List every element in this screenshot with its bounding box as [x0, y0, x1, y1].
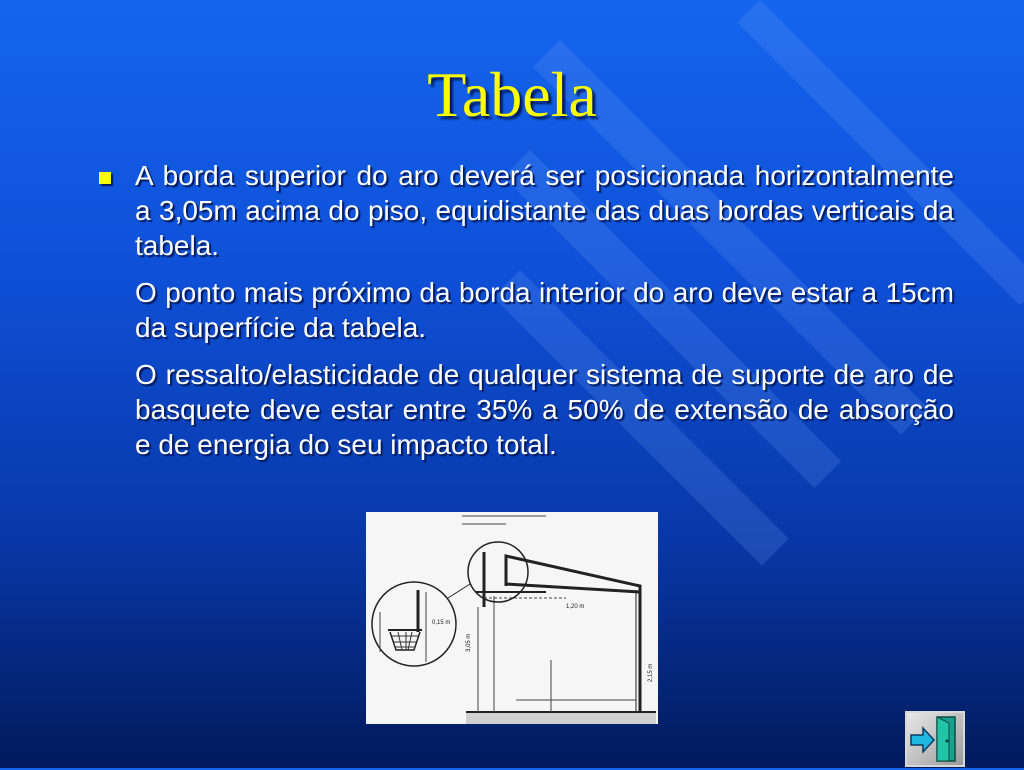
diagram-label-height: 3,05 m — [466, 633, 472, 652]
bullet-square-icon — [99, 172, 111, 184]
backboard-diagram — [366, 512, 658, 724]
exit-button[interactable] — [905, 711, 965, 767]
slide-body — [135, 158, 954, 474]
exit-door-icon — [907, 713, 963, 765]
diagram-label-rim: 0,15 m — [432, 620, 451, 626]
paragraph-2: O ponto mais próximo da borda interior do aro deve estar a 15cm da superfície da tabela. — [135, 277, 954, 343]
diagram-label-pole: 2,15 m — [648, 663, 654, 682]
slide-title: Tabela — [427, 59, 597, 130]
paragraph-1: A borda superior do aro deverá ser posicionada horizontalmente a 3,05m acima do piso, equidistante das duas bordas verticais da tabela. — [135, 160, 954, 261]
backboard-diagram-svg — [366, 512, 658, 724]
diagram-label-arm: 1,20 m — [566, 604, 585, 610]
floor-line — [466, 712, 656, 724]
paragraph-3: O ressalto/elasticidade de qualquer sistema de suporte de aro de basquete deve estar entre 35% a 50% de extensão de absorção e de energia do seu impacto total. — [135, 359, 954, 460]
